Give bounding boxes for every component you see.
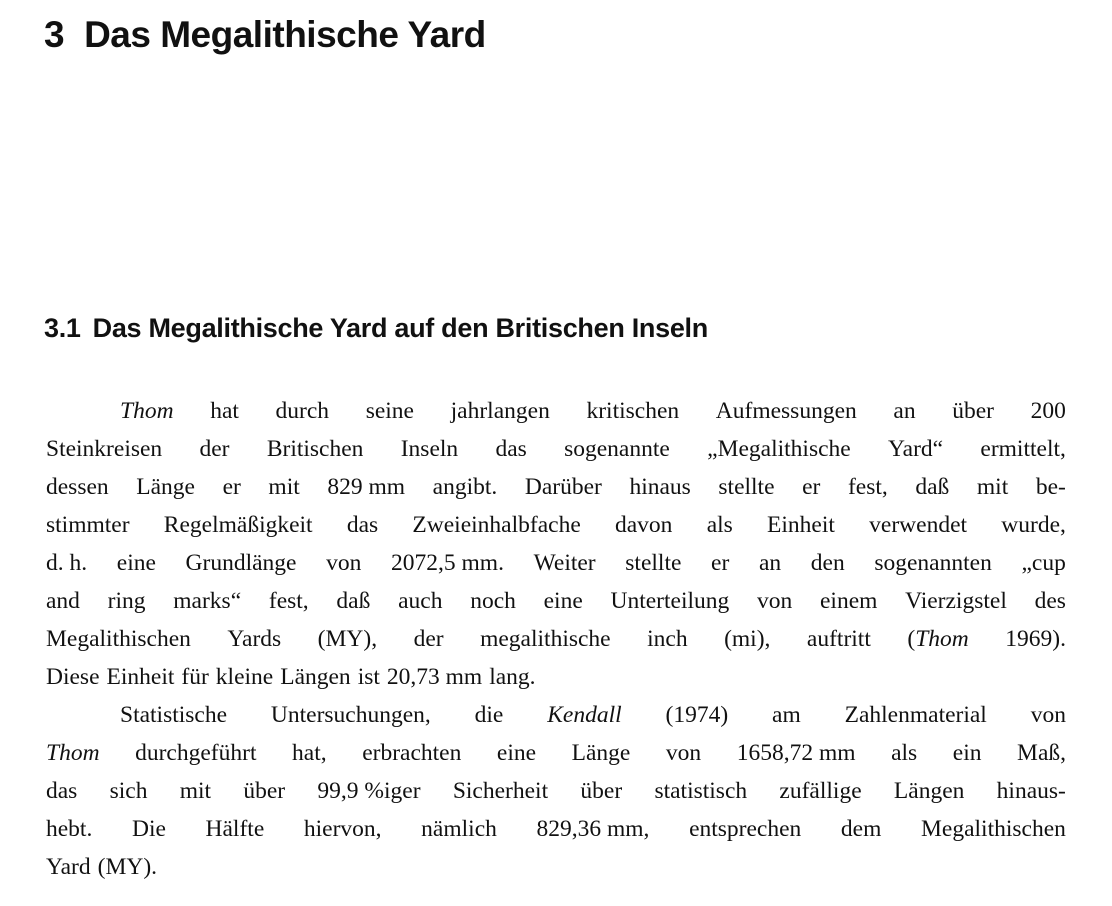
word: kritischen [586, 398, 680, 424]
word: Untersuchungen, [270, 702, 431, 728]
author-name: Kendall [547, 702, 622, 728]
word: mit [179, 778, 212, 804]
word: 829,36 mm, [536, 816, 650, 842]
chapter-heading [44, 14, 486, 56]
word: „cup [1021, 550, 1066, 576]
word: statistisch [654, 778, 748, 804]
word: (mi), [724, 626, 771, 652]
word: an [758, 550, 782, 576]
word: von [1030, 702, 1066, 728]
word: hinaus- [996, 778, 1066, 804]
word: eine [496, 740, 537, 766]
word: Weiter [533, 550, 596, 576]
word: jahrlangen [450, 398, 550, 424]
word: ermittelt, [980, 436, 1066, 462]
text-line [46, 848, 1066, 886]
word: (1974) [665, 702, 729, 728]
word: Yard [46, 854, 91, 880]
word: Regelmäßigkeit [163, 512, 313, 538]
word: 2072,5 mm. [391, 550, 504, 576]
word: Zweieinhalbfache [412, 512, 581, 538]
word: er [711, 550, 730, 576]
author-name: Thom [120, 398, 174, 424]
word: Inseln [400, 436, 459, 462]
word: Länge [136, 474, 195, 500]
word: nämlich [421, 816, 497, 842]
word: Zahlenmaterial [844, 702, 987, 728]
word: mit [268, 474, 300, 500]
word: eine [116, 550, 156, 576]
word: dem [840, 816, 882, 842]
word: sogenannten [874, 550, 992, 576]
section-number: 3.1 [44, 313, 81, 343]
word: als [891, 740, 918, 766]
word: der [413, 626, 444, 652]
word: Längen [280, 664, 351, 690]
word: von [665, 740, 702, 766]
word: hebt. [46, 816, 93, 842]
word: fest, [847, 474, 888, 500]
section-title: Das Megalithische Yard auf den Britischen Inseln [92, 313, 708, 343]
word: (MY), [317, 626, 378, 652]
text-line [46, 582, 1066, 620]
word: 1658,72 mm [736, 740, 856, 766]
section-heading [44, 313, 708, 344]
word: verwendet [869, 512, 968, 538]
word: den [810, 550, 845, 576]
word: 1969). [1005, 626, 1066, 652]
text-line [46, 430, 1066, 468]
word: stellte [625, 550, 682, 576]
word: hat, [292, 740, 327, 766]
word: ein [952, 740, 982, 766]
word: durchgeführt [135, 740, 257, 766]
word: über [580, 778, 623, 804]
word: davon [615, 512, 673, 538]
word: Grundlänge [185, 550, 297, 576]
word: Längen [893, 778, 965, 804]
word: inch [647, 626, 688, 652]
word: einem [820, 588, 878, 614]
author-name: Thom [46, 740, 100, 766]
word: Diese [46, 664, 100, 690]
word: Darüber [524, 474, 602, 500]
text-line [46, 544, 1066, 582]
word: Megalithischen [921, 816, 1066, 842]
text-line [46, 506, 1066, 544]
word: 20,73 mm [386, 664, 483, 690]
word: dessen [46, 474, 109, 500]
word: hinaus [629, 474, 691, 500]
text-line [46, 620, 1066, 658]
word: and [46, 588, 80, 614]
word: daß [336, 588, 371, 614]
word: erbrachten [362, 740, 462, 766]
word: Britischen [266, 436, 364, 462]
word: Yard“ [888, 436, 944, 462]
word: Maß, [1017, 740, 1066, 766]
word: das [346, 512, 379, 538]
word: megalithische [480, 626, 611, 652]
body-text [46, 392, 1066, 886]
word: Steinkreisen [46, 436, 163, 462]
word: (Thom [907, 626, 969, 652]
text-line [46, 696, 1066, 734]
word: angibt. [432, 474, 498, 500]
word: am [772, 702, 801, 728]
word: Yards [227, 626, 282, 652]
word: marks“ [173, 588, 242, 614]
word: mit [976, 474, 1009, 500]
word: daß [915, 474, 950, 500]
word: Vierzigstel [905, 588, 1007, 614]
word: die [474, 702, 504, 728]
word: des [1034, 588, 1066, 614]
chapter-number: 3 [44, 14, 65, 55]
word: entsprechen [689, 816, 802, 842]
word: eine [543, 588, 583, 614]
word: für [181, 664, 209, 690]
word: wurde, [1001, 512, 1066, 538]
word: auch [398, 588, 443, 614]
word: d. h. [46, 550, 88, 576]
word: kleine [215, 664, 274, 690]
word: Statistische [120, 702, 228, 728]
word: zufällige [779, 778, 862, 804]
word: fest, [268, 588, 309, 614]
word: Unterteilung [610, 588, 730, 614]
word: er [802, 474, 821, 500]
word: das [495, 436, 527, 462]
word: „Megalithische [707, 436, 851, 462]
word: als [706, 512, 733, 538]
word: ist [357, 664, 380, 690]
text-line [46, 772, 1066, 810]
word: 99,9 %iger [317, 778, 421, 804]
word: sich [109, 778, 148, 804]
word: Aufmessungen [715, 398, 857, 424]
chapter-title: Das Megalithische Yard [84, 14, 486, 55]
word: durch [275, 398, 330, 424]
text-line [46, 810, 1066, 848]
word: der [199, 436, 230, 462]
word: Hälfte [205, 816, 265, 842]
word: Die [131, 816, 166, 842]
word: von [757, 588, 793, 614]
word: be- [1035, 474, 1066, 500]
word: hat [210, 398, 239, 424]
word: 200 [1030, 398, 1066, 424]
text-line [46, 392, 1066, 430]
word: Megalithischen [46, 626, 191, 652]
word: Länge [571, 740, 631, 766]
word: hiervon, [303, 816, 382, 842]
word: (MY). [97, 854, 158, 880]
word: lang. [489, 664, 536, 690]
word: 829 mm [327, 474, 406, 500]
word: ring [107, 588, 146, 614]
word: Einheit [106, 664, 175, 690]
word: er [222, 474, 241, 500]
word: über [243, 778, 286, 804]
word: stellte [718, 474, 775, 500]
word: Einheit [767, 512, 835, 538]
word: noch [470, 588, 516, 614]
text-line [46, 658, 1066, 696]
word: auftritt [806, 626, 871, 652]
word: das [46, 778, 78, 804]
word: über [952, 398, 994, 424]
text-line [46, 468, 1066, 506]
word: seine [365, 398, 414, 424]
word: stimmter [46, 512, 130, 538]
word: sogenannte [564, 436, 670, 462]
text-line [46, 734, 1066, 772]
word: Sicherheit [452, 778, 549, 804]
word: von [326, 550, 362, 576]
word: an [893, 398, 916, 424]
